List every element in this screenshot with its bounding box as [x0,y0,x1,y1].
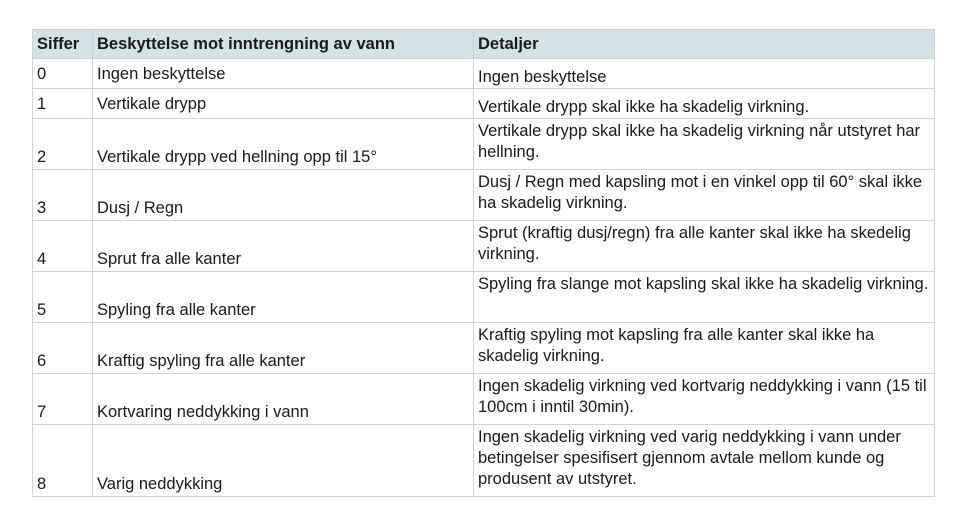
digit-cell: 7 [33,374,93,425]
digit-cell: 3 [33,170,93,221]
protection-cell: Sprut fra alle kanter [93,221,474,272]
details-cell: Dusj / Regn med kapsling mot i en vinkel opp til 60° skal ikke ha skadelig virkning. [474,170,935,221]
protection-cell: Spyling fra alle kanter [93,272,474,323]
header-details: Detaljer [474,30,935,59]
digit-cell: 2 [33,119,93,170]
details-cell: Ingen beskyttelse [474,59,935,89]
table-row [33,170,935,221]
protection-cell: Kortvaring neddykking i vann [93,374,474,425]
details-cell: Ingen skadelig virkning ved kortvarig neddykking i vann (15 til 100cm i inntil 30min). [474,374,935,425]
details-cell: Vertikale drypp skal ikke ha skadelig virkning når utstyret har hellning. [474,119,935,170]
ip-water-protection-table [32,29,935,497]
table-header-row [33,30,935,59]
protection-cell: Kraftig spyling fra alle kanter [93,323,474,374]
header-protection: Beskyttelse mot inntrengning av vann [93,30,474,59]
ip-water-protection-table-container [32,29,934,497]
digit-cell: 8 [33,425,93,497]
details-cell: Spyling fra slange mot kapsling skal ikke ha skadelig virkning. [474,272,935,323]
protection-cell: Ingen beskyttelse [93,59,474,89]
digit-cell: 6 [33,323,93,374]
header-digit: Siffer [33,30,93,59]
protection-cell: Dusj / Regn [93,170,474,221]
table-row [33,59,935,89]
table-row [33,221,935,272]
digit-cell: 4 [33,221,93,272]
details-cell: Vertikale drypp skal ikke ha skadelig virkning. [474,89,935,119]
digit-cell: 0 [33,59,93,89]
digit-cell: 1 [33,89,93,119]
protection-cell: Varig neddykking [93,425,474,497]
digit-cell: 5 [33,272,93,323]
details-cell: Kraftig spyling mot kapsling fra alle kanter skal ikke ha skadelig virkning. [474,323,935,374]
protection-cell: Vertikale drypp [93,89,474,119]
table-row [33,272,935,323]
table-row [33,425,935,497]
table-row [33,374,935,425]
table-row [33,323,935,374]
table-row [33,119,935,170]
protection-cell: Vertikale drypp ved hellning opp til 15° [93,119,474,170]
details-cell: Ingen skadelig virkning ved varig neddykking i vann under betingelser spesifisert gjennom avtale mellom kunde og produsent av utstyret. [474,425,935,497]
details-cell: Sprut (kraftig dusj/regn) fra alle kanter skal ikke ha skedelig virkning. [474,221,935,272]
table-row [33,89,935,119]
